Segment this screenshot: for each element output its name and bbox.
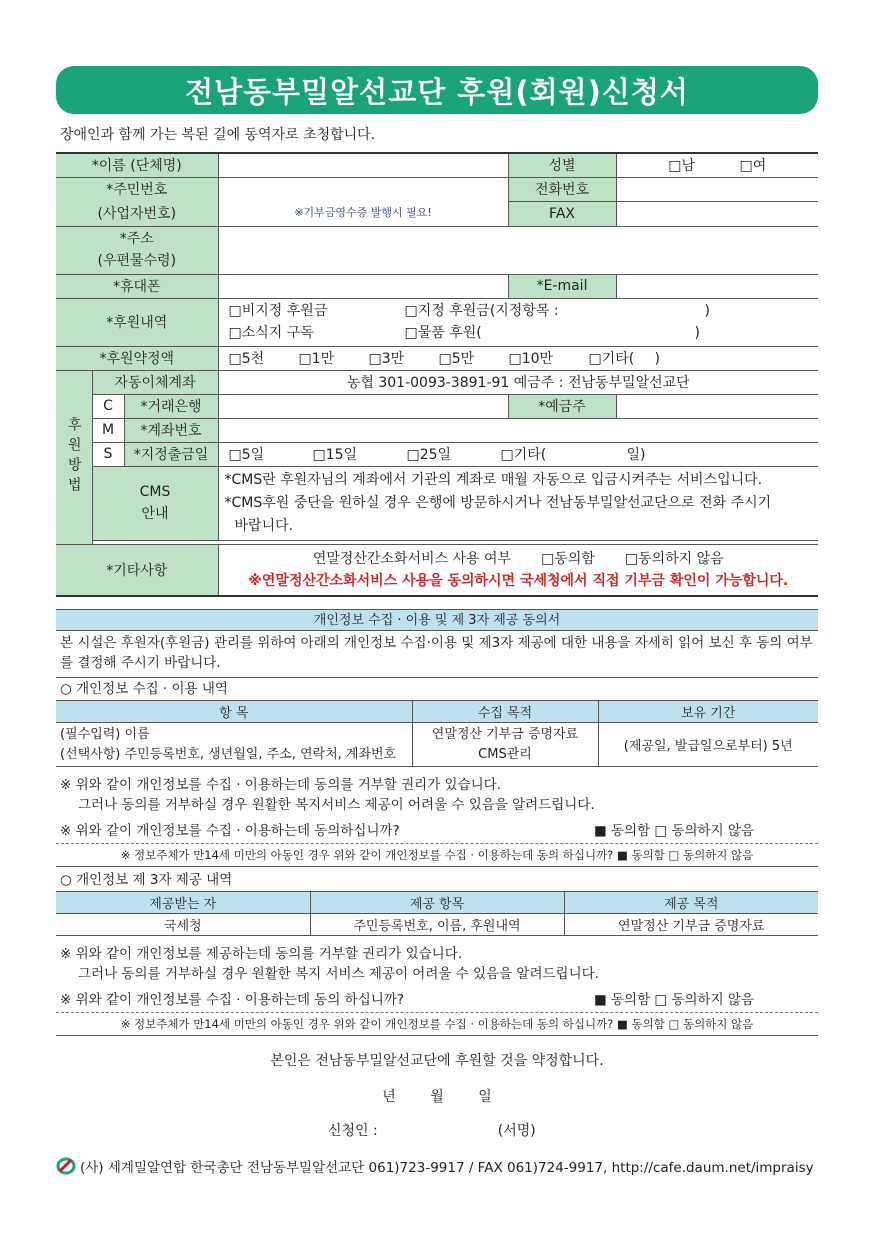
date-line[interactable]: 년 월 일 [382,1089,492,1105]
cms-info-text: *CMS란 후원자님의 계좌에서 기관의 계좌로 매월 자동으로 입금시켜주는 서비스입니다. *CMS후원 중단을 원하실 경우 은행에 방문하시거나 전남동부밀알선교단으로 전화 주시기 바랍니다. [218,466,818,540]
third-items: 주민등록번호, 이름, 후원내역 [310,914,564,936]
third-recipient: 국세청 [56,914,310,936]
support-undesignated-checkbox[interactable]: □비지정 후원금 [228,303,328,319]
date-15-checkbox[interactable]: □15일 [312,447,358,463]
collect-items: (필수입력) 이름 (선택사항) 주민등록번호, 생년월일, 주소, 연락처, 계좌번호 [56,723,412,767]
account-label: *계좌번호 [124,418,218,442]
collect-period: (제공일, 발급일으로부터) 5년 [598,723,818,767]
signature-mark[interactable]: (서명) [497,1123,536,1139]
third-party-table [56,891,818,936]
support-goods-checkbox[interactable]: □물품 후원( [404,325,482,341]
gender-label: 성별 [508,153,616,177]
amount-other-checkbox[interactable]: □기타( [588,351,635,367]
bank-label: *거래은행 [124,394,218,418]
privacy-title: 개인정보 수집 · 이용 및 제 3자 제공 동의서 [56,609,818,631]
year-end-agree-checkbox[interactable]: □동의함 [541,550,595,567]
amount-10k-checkbox[interactable]: □1만 [298,351,335,367]
receipt-note: ※기부금영수증 발행시 필요! [294,205,432,219]
collect-child-consent[interactable]: ※ 정보주체가 만14세 미만의 아동인 경우 위와 같이 개인정보를 수집 · 이용하는데 동의 하십니까? ■ 동의함 □ 동의하지 않음 [56,844,818,867]
mobile-field[interactable] [218,274,508,298]
amount-50k-checkbox[interactable]: □5만 [438,351,475,367]
page-title: 전남동부밀알선교단 후원(회원)신청서 [185,74,689,109]
amount-30k-checkbox[interactable]: □3만 [368,351,405,367]
cms-letter-s: S [92,442,124,466]
applicant-label: 신청인 : [328,1123,378,1139]
collect-consent-row [56,817,818,844]
collect-header-period: 보유 기간 [598,701,818,723]
gender-options [616,153,818,177]
cms-info-label: CMS 안내 [92,466,218,540]
mobile-label: *휴대폰 [56,274,218,298]
amount-label: *후원약정액 [56,346,218,370]
account-field[interactable] [218,418,818,442]
name-field[interactable] [218,153,508,177]
address-label: *주소 (우편물수령) [56,226,218,274]
collect-refuse-notice: ※ 위와 같이 개인정보를 수집 · 이용하는데 동의를 거부할 권리가 있습니다. 그러나 동의를 거부하실 경우 원활한 복지서비스 제공이 어려울 수 있음을 알려드립니다. [60,777,595,813]
auto-transfer-account: 농협 301-0093-3891-91 예금주 : 전남동부밀알선교단 [218,370,818,394]
depositor-field[interactable] [616,394,818,418]
support-designated-checkbox[interactable]: □지정 후원금(지정항목 : [404,303,559,319]
date-25-checkbox[interactable]: □25일 [406,447,452,463]
date-other-checkbox[interactable]: □기타( [500,447,547,463]
support-label: *후원내역 [56,298,218,346]
fax-label: FAX [508,202,616,227]
amount-5k-checkbox[interactable]: □5천 [228,351,265,367]
third-child-consent[interactable]: ※ 정보주체가 만14세 미만의 아동인 경우 위와 같이 개인정보를 수집 · 이용하는데 동의 하십니까? ■ 동의함 □ 동의하지 않음 [56,1013,818,1036]
name-label: *이름 (단체명) [56,153,218,177]
support-newsletter-checkbox[interactable]: □소식지 구독 [228,325,314,341]
contact-text: (사) 세계밀알연합 한국총단 전남동부밀알선교단 061)723-9917 / FAX 061)724-9917, http://cafe.daum.net/impraisy [80,1160,814,1176]
amount-options: □5천 □1만 □3만 □5만 □10만 □기타( ) [218,346,818,370]
title-banner [56,66,818,114]
withdraw-date-options: □5일 □15일 □25일 □기타( 일) [218,442,818,466]
signature-line [56,1120,818,1140]
third-consent-row [56,986,818,1013]
milal-logo-icon [56,1156,76,1176]
other-label: *기타사항 [56,544,218,596]
gender-female-checkbox[interactable]: □여 [739,158,767,175]
cms-letter-m: M [92,418,124,442]
withdraw-date-label: *지정출금일 [124,442,218,466]
collect-section-title: ○ 개인정보 수집 · 이용 내역 [60,681,228,697]
third-header-items: 제공 항목 [310,892,564,914]
collect-purpose: 연말정산 기부금 증명자료 CMS관리 [412,723,598,767]
id-number-field[interactable] [218,177,508,226]
footer-contact [56,1156,818,1176]
collect-header-item: 항 목 [56,701,412,723]
address-field[interactable] [218,226,818,274]
amount-100k-checkbox[interactable]: □10만 [508,351,554,367]
support-options: □비지정 후원금 □지정 후원금(지정항목 : ) □소식지 구독 □물품 후원( ) [218,298,818,346]
third-header-recipient: 제공받는 자 [56,892,310,914]
pledge-text: 본인은 전남동부밀알선교단에 후원할 것을 약정합니다. [270,1053,604,1069]
form-page [56,66,818,1176]
depositor-label: *예금주 [508,394,616,418]
third-purpose: 연말정산 기부금 증명자료 [564,914,818,936]
collect-consent-options[interactable]: ■ 동의함 □ 동의하지 않음 [593,823,754,839]
third-refuse-notice: ※ 위와 같이 개인정보를 제공하는데 동의를 거부할 권리가 있습니다. 그러나 동의를 거부하실 경우 원활한 복지 서비스 제공이 어려울 수 있음을 알려드립니다. [60,946,599,982]
third-header-purpose: 제공 목적 [564,892,818,914]
date-5-checkbox[interactable]: □5일 [228,447,265,463]
other-content [218,544,818,596]
third-consent-question: ※ 위와 같이 개인정보를 수집 · 이용하는데 동의 하십니까? [60,992,404,1008]
application-table [56,152,818,597]
collect-table [56,700,818,767]
third-party-section-title: ○ 개인정보 제 3자 제공 내역 [60,872,233,888]
year-end-disagree-checkbox[interactable]: □동의하지 않음 [624,550,724,567]
collect-header-purpose: 수집 목적 [412,701,598,723]
method-label: 후원방법 [56,370,92,544]
year-end-service-label: 연말정산간소화서비스 사용 여부 [312,550,512,567]
bank-field[interactable] [218,394,508,418]
page-subtitle: 장애인과 함께 가는 복된 길에 동역자로 초청합니다. [60,127,376,143]
privacy-intro: 본 시설은 후원자(후원금) 관리를 위하여 아래의 개인정보 수집·이용 및 제3자 제공에 대한 내용을 자세히 읽어 보신 후 동의 여부를 결정해 주시기 바랍니다. [56,631,818,678]
collect-consent-question: ※ 위와 같이 개인정보를 수집 · 이용하는데 동의하십니까? [60,823,400,839]
email-label: *E-mail [508,274,616,298]
email-field[interactable] [616,274,818,298]
year-end-notice: ※연말정산간소화서비스 사용을 동의하시면 국세청에서 직접 기부금 확인이 가능합니다. [248,572,789,589]
gender-male-checkbox[interactable]: □남 [668,158,696,175]
auto-transfer-label: 자동이체계좌 [92,370,218,394]
id-number-label: *주민번호 (사업자번호) [56,177,218,226]
third-consent-options[interactable]: ■ 동의함 □ 동의하지 않음 [593,992,754,1008]
fax-field[interactable] [616,202,818,227]
phone-field[interactable] [616,177,818,202]
phone-label: 전화번호 [508,177,616,202]
cms-letter-c: C [92,394,124,418]
